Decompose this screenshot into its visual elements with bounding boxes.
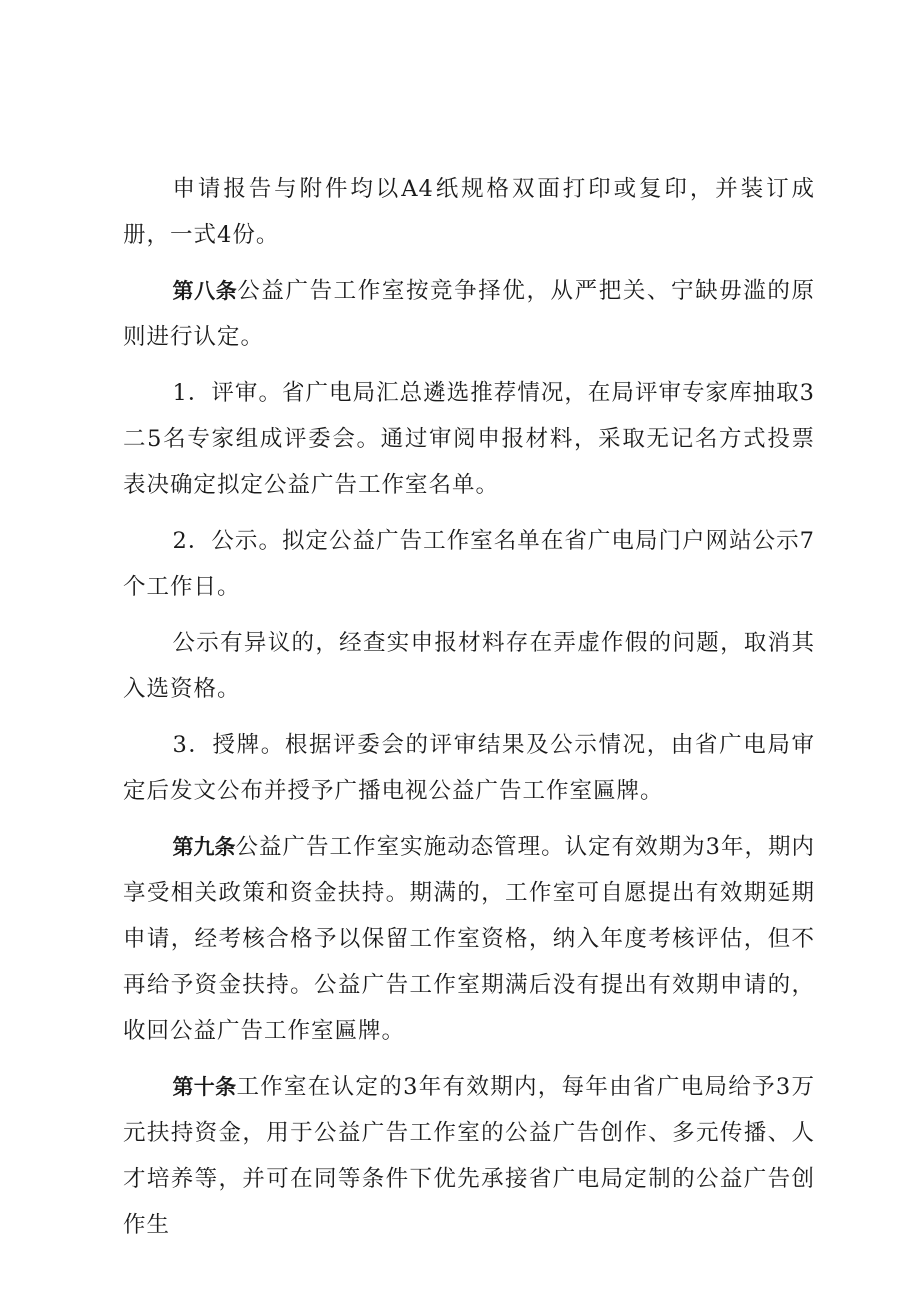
paragraph-text: 公示有异议的，经查实申报材料存在弄虚作假的问题，取消其入选资格。: [123, 630, 815, 702]
paragraph-article-8: [123, 268, 815, 360]
body-text: [123, 166, 815, 1258]
paragraph-text: 申请报告与附件均以A4纸规格双面打印或复印，并装订成册，一式4份。: [123, 176, 815, 248]
paragraph-review: [123, 370, 815, 508]
paragraph-objection: [123, 620, 815, 712]
paragraph-text: 工作室在认定的3年有效期内，每年由省广电局给予3万元扶持资金，用于公益广告工作室的公益广告创作、多元传播、人才培养等，并可在同等条件下优先承接省广电局定制的公益广告创作生: [123, 1074, 815, 1238]
article-heading: 第十条: [172, 1075, 237, 1099]
paragraph-submission-format: [123, 166, 815, 258]
paragraph-publicity: [123, 518, 815, 610]
paragraph-text: 公益广告工作室实施动态管理。认定有效期为3年，期内享受相关政策和资金扶持。期满的，工作室可自愿提出有效期延期申请，经考核合格予以保留工作室资格，纳入年度考核评估，但不再给予资金扶持。公益广告工作室期满后没有提出有效期申请的，收回公益广告工作室匾牌。: [123, 834, 816, 1044]
paragraph-text: 2．公示。拟定公益广告工作室名单在省广电局门户网站公示7个工作日。: [123, 528, 815, 600]
paragraph-text: 3．授牌。根据评委会的评审结果及公示情况，由省广电局审定后发文公布并授予广播电视公益广告工作室匾牌。: [123, 732, 815, 804]
article-heading: 第九条: [172, 835, 236, 859]
paragraph-article-10: [123, 1064, 815, 1248]
paragraph-awarding: [123, 722, 815, 814]
paragraph-text: 公益广告工作室按竞争择优，从严把关、宁缺毋滥的原则进行认定。: [123, 278, 815, 350]
paragraph-text: 1．评审。省广电局汇总遴选推荐情况，在局评审专家库抽取3二5名专家组成评委会。通过审阅申报材料，采取无记名方式投票表决确定拟定公益广告工作室名单。: [123, 380, 815, 498]
paragraph-article-9: [123, 824, 815, 1054]
article-heading: 第八条: [172, 279, 238, 303]
